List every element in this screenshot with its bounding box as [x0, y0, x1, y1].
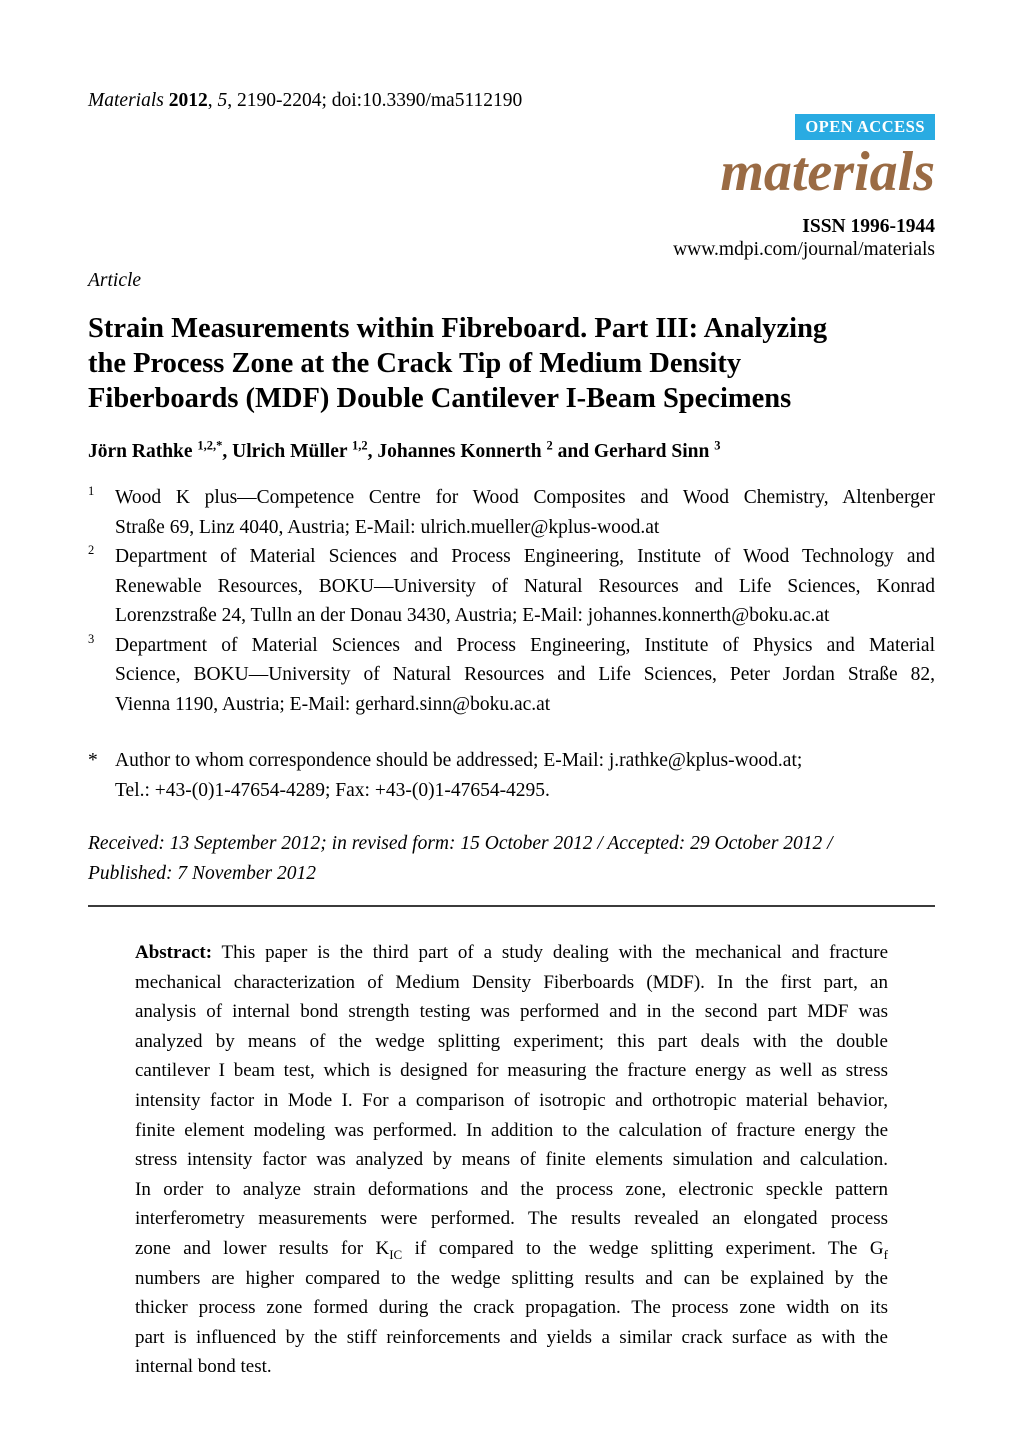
citation-pages-doi: , 2190-2204; doi:10.3390/ma5112190 — [227, 90, 523, 111]
abstract-line: In order to analyze strain deformations and the process zone, electronic speckle pattern — [135, 1178, 888, 1200]
citation-sep: , — [207, 90, 218, 111]
abstract-line: analyzed by means of the wedge splitting experiment; this part deals with the double — [135, 1030, 888, 1052]
logo-row — [88, 143, 935, 215]
journal-issn: ISSN 1996-1944 — [802, 216, 935, 237]
journal-name: Materials — [88, 90, 169, 111]
subscript-gf: f — [883, 1246, 888, 1262]
abstract-line: thicker process zone formed during the crack propagation. The process zone width on its — [135, 1297, 888, 1319]
dates-line: Published: 7 November 2012 — [88, 862, 317, 884]
abstract-text: zone and lower results for K — [135, 1237, 390, 1259]
affiliation-line: Straße 69, Linz 4040, Austria; E-Mail: ulrich.mueller@kplus-wood.at — [115, 516, 660, 538]
section-divider — [88, 905, 935, 907]
received-published-dates — [88, 829, 935, 888]
abstract-line — [135, 938, 888, 968]
correspondence-line: Tel.: +43-(0)1-47654-4289; Fax: +43-(0)1-47654-4295. — [115, 779, 550, 801]
affiliation-line: Renewable Resources, BOKU—University of Natural Resources and Life Sciences, Konrad — [115, 575, 935, 597]
citation-volume: 5 — [217, 90, 228, 111]
affiliation-number: 1 — [88, 484, 95, 498]
affiliation-item — [88, 483, 935, 542]
author-name: Johannes Konnerth — [377, 441, 547, 462]
abstract-label: Abstract: — [135, 942, 213, 963]
affiliation-number: 2 — [88, 543, 95, 557]
author-superscript: 1,2,* — [197, 438, 223, 453]
correspondence-text — [115, 746, 935, 805]
abstract-line — [135, 1234, 888, 1264]
article-type-label: Article — [88, 270, 142, 291]
journal-url: www.mdpi.com/journal/materials — [673, 239, 935, 260]
affiliation-text — [115, 631, 935, 720]
authors-line — [88, 439, 935, 464]
affiliation-line: Lorenzstraße 24, Tulln an der Donau 3430, Austria; E-Mail: johannes.konnerth@boku.ac.at — [115, 605, 830, 626]
author-superscript: 2 — [546, 438, 553, 453]
affiliation-line: Department of Material Sciences and Process Engineering, Institute of Physics and Material — [115, 634, 935, 656]
abstract-line: mechanical characterization of Medium Density Fiberboards (MDF). In the first part, an — [135, 971, 888, 993]
affiliation-text — [115, 483, 935, 542]
affiliation-text — [115, 542, 935, 631]
title-line: the Process Zone at the Crack Tip of Medium Density — [88, 348, 742, 379]
correspondence-note — [88, 746, 935, 805]
author-name: Ulrich Müller — [232, 441, 353, 462]
abstract-line: part is influenced by the stiff reinforcements and yields a similar crack surface as with the — [135, 1326, 888, 1348]
author-superscript: 1,2 — [352, 438, 368, 453]
abstract-line: numbers are higher compared to the wedge splitting results and can be explained by the — [135, 1267, 888, 1289]
journal-logo: materials — [720, 141, 935, 203]
journal-citation — [88, 90, 935, 112]
abstract-line: analysis of internal bond strength testing was performed and in the second part MDF was — [135, 1001, 888, 1023]
affiliation-line: Vienna 1190, Austria; E-Mail: gerhard.sinn@boku.ac.at — [115, 693, 551, 715]
abstract-text: This paper is the third part of a study dealing with the mechanical and fracture — [212, 942, 888, 963]
affiliation-number: 3 — [88, 631, 95, 646]
author-name: Jörn Rathke — [88, 441, 198, 462]
abstract-line: interferometry measurements were performed. The results revealed an elongated process — [135, 1208, 888, 1230]
abstract-line: intensity factor in Mode I. For a comparison of isotropic and orthotropic material behavior, — [135, 1089, 888, 1111]
title-line: Strain Measurements within Fibreboard. Part III: Analyzing — [88, 313, 828, 344]
abstract-line: finite element modeling was performed. In addition to the calculation of fracture energy the — [135, 1119, 888, 1141]
abstract-line: cantilever I beam test, which is designed for measuring the fracture energy as well as stress — [135, 1060, 888, 1082]
open-access-badge: OPEN ACCESS — [795, 114, 935, 140]
paper-title — [88, 311, 935, 416]
abstract-line: internal bond test. — [135, 1356, 272, 1378]
correspondence-line: Author to whom correspondence should be addressed; E-Mail: j.rathke@kplus-wood.at; — [115, 750, 803, 771]
author-separator: , — [222, 441, 233, 462]
affiliation-line: Department of Material Sciences and Process Engineering, Institute of Wood Technology and — [115, 546, 935, 567]
affiliation-item — [88, 631, 935, 720]
abstract-text: if compared to the wedge splitting experiment. The G — [402, 1237, 884, 1259]
affiliations-list — [88, 483, 935, 719]
abstract-line: stress intensity factor was analyzed by means of finite elements simulation and calculation. — [135, 1149, 888, 1171]
subscript-kic: IC — [389, 1246, 403, 1262]
dates-line: Received: 13 September 2012; in revised form: 15 October 2012 / Accepted: 29 October 2012 / — [88, 833, 833, 854]
author-superscript: 3 — [714, 438, 721, 453]
abstract-section — [135, 938, 888, 1382]
affiliation-item — [88, 542, 935, 631]
author-separator: and — [552, 441, 594, 462]
affiliation-line: Science, BOKU—University of Natural Resources and Life Sciences, Peter Jordan Straße 82, — [115, 664, 935, 685]
title-line: Fiberboards (MDF) Double Cantilever I-Beam Specimens — [88, 383, 792, 414]
affiliation-line: Wood K plus—Competence Centre for Wood Composites and Wood Chemistry, Altenberger — [115, 487, 935, 508]
author-name: Gerhard Sinn — [593, 441, 715, 462]
badge-row — [88, 114, 935, 141]
citation-year: 2012 — [168, 90, 208, 111]
author-separator: , — [367, 441, 378, 462]
correspondence-marker: * — [88, 750, 98, 771]
